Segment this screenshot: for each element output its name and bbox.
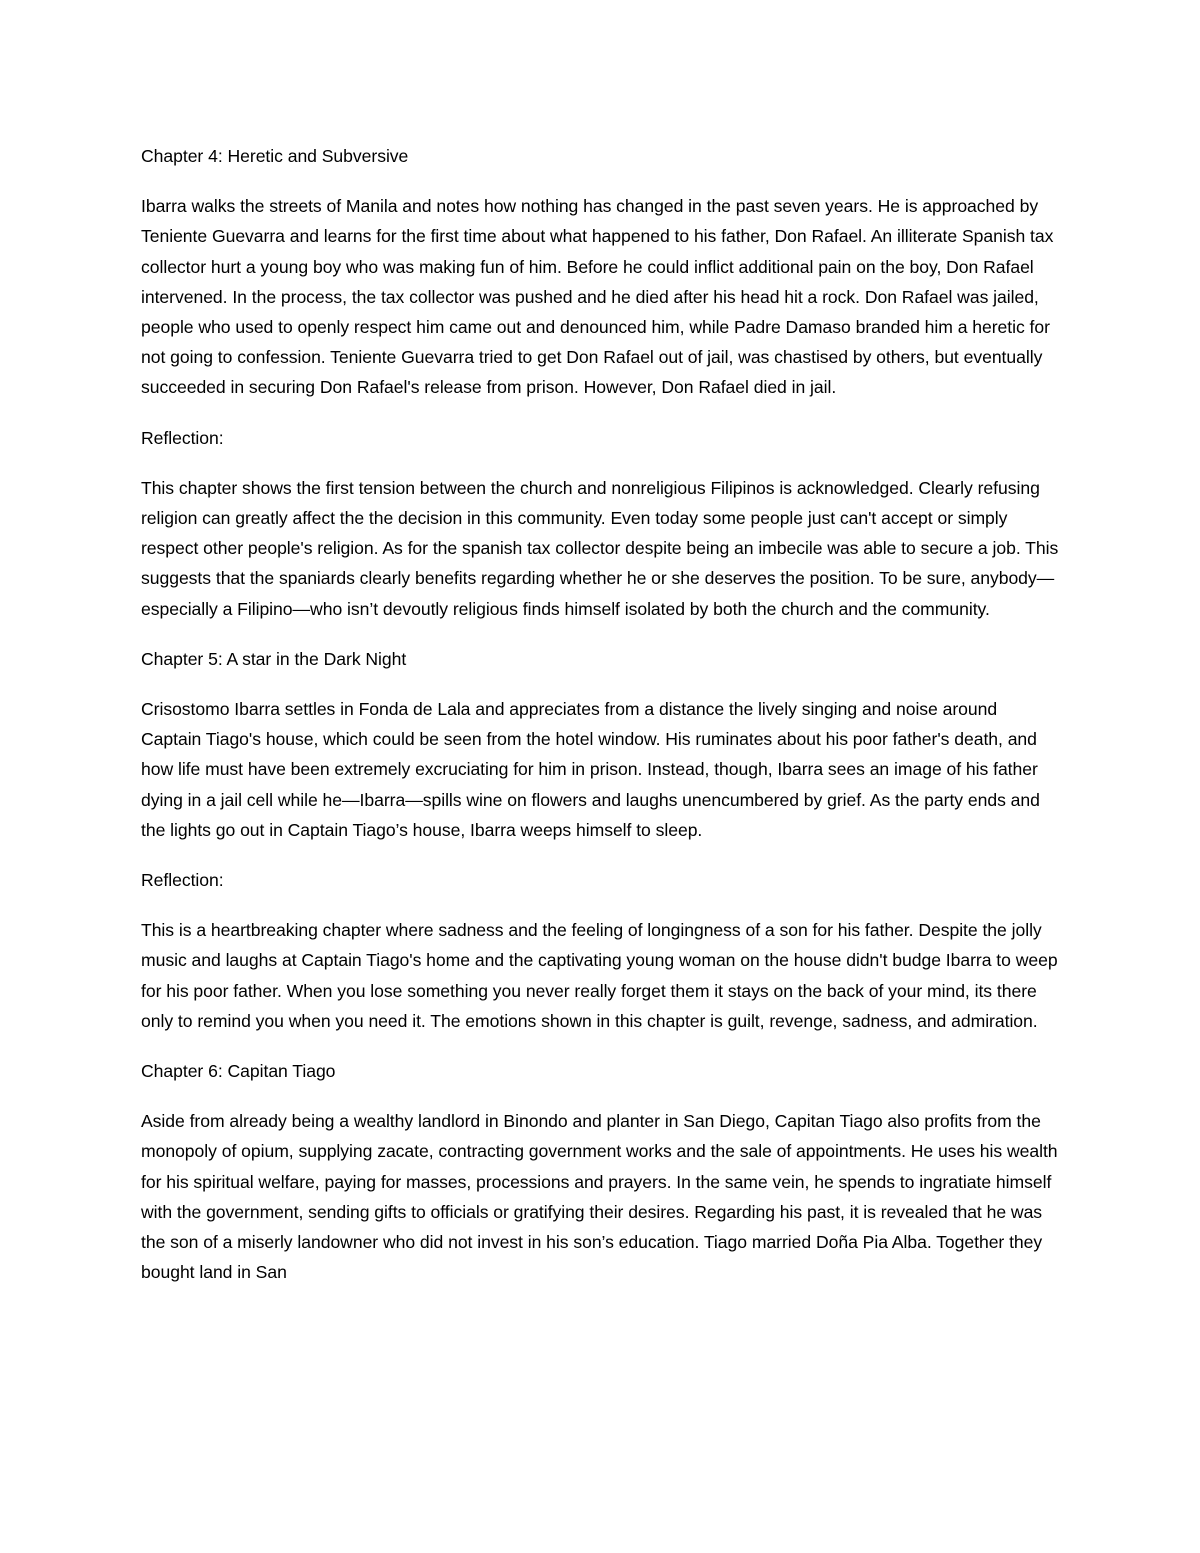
chapter-5-reflection-heading: Reflection:	[141, 870, 224, 891]
chapter-5-summary: Crisostomo Ibarra settles in Fonda de Lala and appreciates from a distance the lively singing and noise around Captain Tiago's house, which could be seen from the hotel window. His ruminates about his poor father's death, and how life must have been extremely excruciating for him in prison. Instead, though, Ibarra sees an image of his father dying in a jail cell while he—Ibarra—spills wine on flowers and laughs unencumbered by grief. As the party ends and the lights go out in Captain Tiago’s house, Ibarra weeps himself to sleep.	[141, 699, 1040, 840]
chapter-5-reflection: This is a heartbreaking chapter where sadness and the feeling of longingness of a son for his father. Despite the jolly music and laughs at Captain Tiago's home and the captivating young woman on the house didn't budge Ibarra to weep for his poor father. When you lose something you never really forget them it stays on the back of your mind, its there only to remind you when you need it. The emotions shown in this chapter is guilt, revenge, sadness, and admiration.	[141, 920, 1058, 1031]
chapter-4-heading: Chapter 4: Heretic and Subversive	[141, 146, 409, 166]
document-body	[141, 141, 1061, 1308]
chapter-6-summary: Aside from already being a wealthy landlord in Binondo and planter in San Diego, Capitan Tiago also profits from the monopoly of opium, supplying zacate, contracting government works and the sale of appointments. He uses his wealth for his spiritual welfare, paying for masses, processions and prayers. In the same vein, he spends to ingratiate himself with the government, sending gifts to officials or gratifying their desires. Regarding his past, it is revealed that he was the son of a miserly landowner who did not invest in his son’s education. Tiago married Doña Pia Alba. Together they bought land in San	[141, 1111, 1058, 1283]
chapter-5-heading: Chapter 5: A star in the Dark Night	[141, 648, 407, 669]
chapter-4-reflection: This chapter shows the first tension between the church and nonreligious Filipinos is acknowledged. Clearly refusing religion can greatly affect the the decision in this community. Even today some people just can't accept or simply respect other people's religion. As for the spanish tax collector despite being an imbecile was able to secure a job. This suggests that the spaniards clearly benefits regarding whether he or she deserves the position. To be sure, anybody—especially a Filipino—who isn’t devoutly religious finds himself isolated by both the church and the community.	[141, 477, 1059, 619]
chapter-4-summary: Ibarra walks the streets of Manila and notes how nothing has changed in the past seven years. He is approached by Teniente Guevarra and learns for the first time about what happened to his father, Don Rafael. An illiterate Spanish tax collector hurt a young boy who was making fun of him. Before he could inflict additional pain on the boy, Don Rafael intervened. In the process, the tax collector was pushed and he died after his head hit a rock. Don Rafael was jailed, people who used to openly respect him came out and denounced him, while Padre Damaso branded him a heretic for not going to confession. Teniente Guevarra tried to get Don Rafael out of jail, was chastised by others, but eventually succeeded in securing Don Rafael's release from prison. However, Don Rafael died in jail.	[141, 196, 1054, 398]
chapter-4-reflection-heading: Reflection:	[141, 427, 224, 448]
chapter-6-heading: Chapter 6: Capitan Tiago	[141, 1061, 336, 1082]
